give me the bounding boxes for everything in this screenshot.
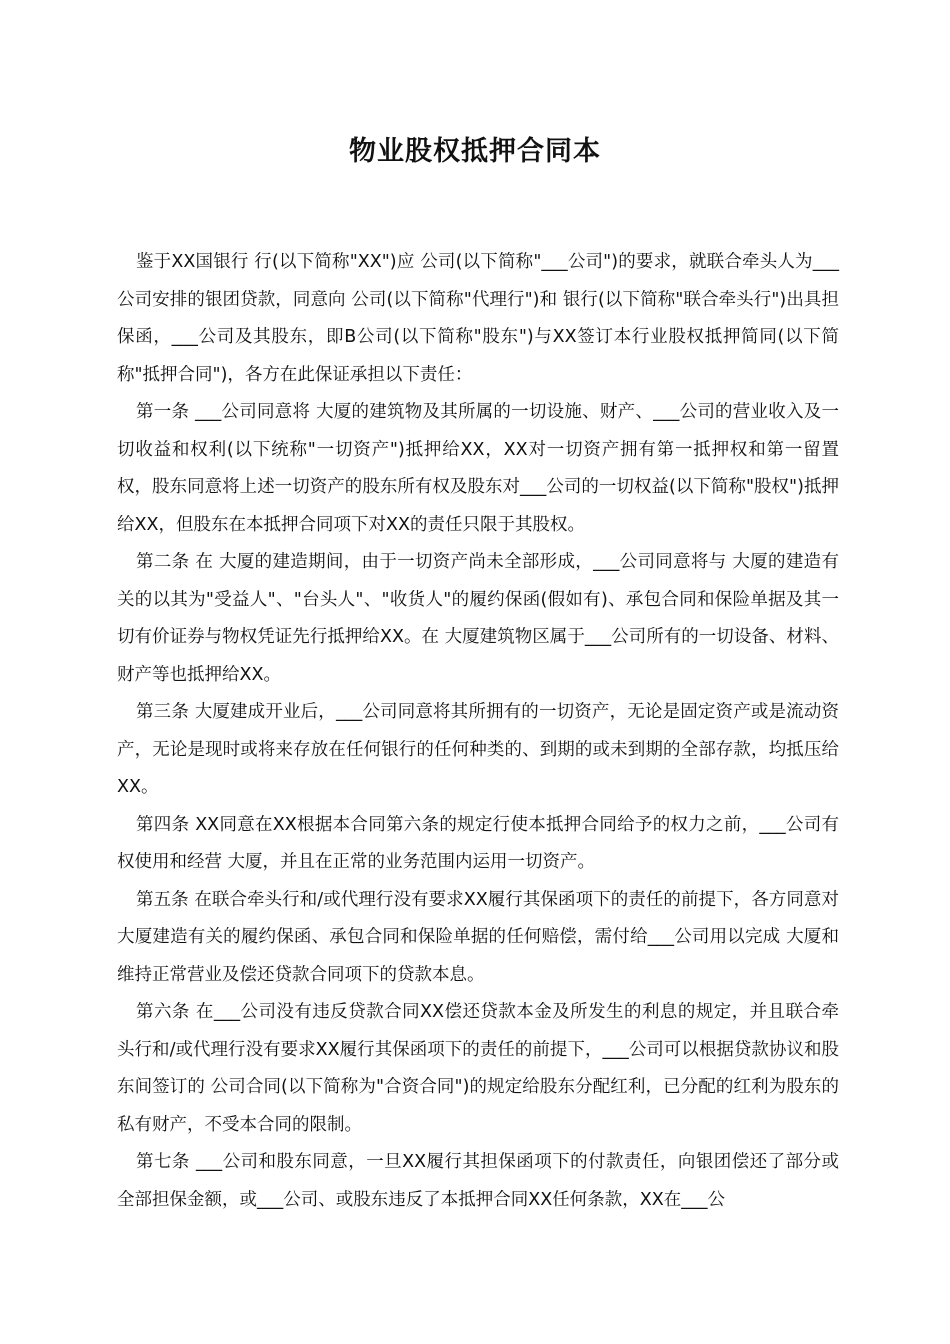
document-body <box>117 244 839 1219</box>
paragraph-article-4: 第四条 XX同意在XX根据本合同第六条的规定行使本抵押合同给予的权力之前，___公司有权使用和经营 大厦，并且在正常的业务范围内运用一切资产。 <box>117 814 839 872</box>
paragraph-article-1: 第一条 ___公司同意将 大厦的建筑物及其所属的一切设施、财产、___公司的营业收入及一切收益和权利(以下统称"一切资产")抵押给XX，XX对一切资产拥有第一抵押权和第一留置权，股东同意将上述一切资产的股东所有权及股东对___公司的一切权益(以下简称"股权")抵押给XX，但股东在本抵押合同项下对XX的责任只限于其股权。 <box>117 402 839 535</box>
paragraph-article-3: 第三条 大厦建成开业后，___公司同意将其所拥有的一切资产，无论是固定资产或是流动资产，无论是现时或将来存放在任何银行的任何种类的、到期的或未到期的全部存款，均抵压给XX。 <box>117 702 839 797</box>
paragraph-article-2: 第二条 在 大厦的建造期间，由于一切资产尚未全部形成，___公司同意将与 大厦的建造有关的以其为"受益人"、"台头人"、"收货人"的履约保函(假如有)、承包合同和保险单据及其一切有价证券与物权凭证先行抵押给XX。在 大厦建筑物区属于___公司所有的一切设备、材料、财产等也抵押给XX。 <box>117 552 839 685</box>
paragraph-article-7: 第七条 ___公司和股东同意，一旦XX履行其担保函项下的付款责任，向银团偿还了部分或全部担保金额，或___公司、或股东违反了本抵押合同XX任何条款，XX在___公 <box>117 1152 839 1210</box>
paragraph-article-6: 第六条 在___公司没有违反贷款合同XX偿还贷款本金及所发生的利息的规定，并且联合牵头行和/或代理行没有要求XX履行其保函项下的责任的前提下，___公司可以根据贷款协议和股东间签订的 公司合同(以下简称为"合资合同")的规定给股东分配红利，已分配的红利为股东的私有财产，不受本合同的限制。 <box>117 1002 839 1135</box>
paragraph-article-5: 第五条 在联合牵头行和/或代理行没有要求XX履行其保函项下的责任的前提下，各方同意对 大厦建造有关的履约保函、承包合同和保险单据的任何赔偿，需付给___公司用以完成 大厦和维持正常营业及偿还贷款合同项下的贷款本息。 <box>117 889 839 985</box>
paragraph-preamble: 鉴于XX国银行 行(以下简称"XX")应 公司(以下简称"___公司")的要求，就联合牵头人为___公司安排的银团贷款，同意向 公司(以下简称"代理行")和 银行(以下简称"联合牵头行")出具担保函，___公司及其股东，即B公司(以下简称"股东")与XX签订本行业股权抵押简同(以下简称"抵押合同")，各方在此保证承担以下责任： <box>117 252 839 385</box>
document-title: 物业股权抵押合同本 <box>349 136 601 167</box>
